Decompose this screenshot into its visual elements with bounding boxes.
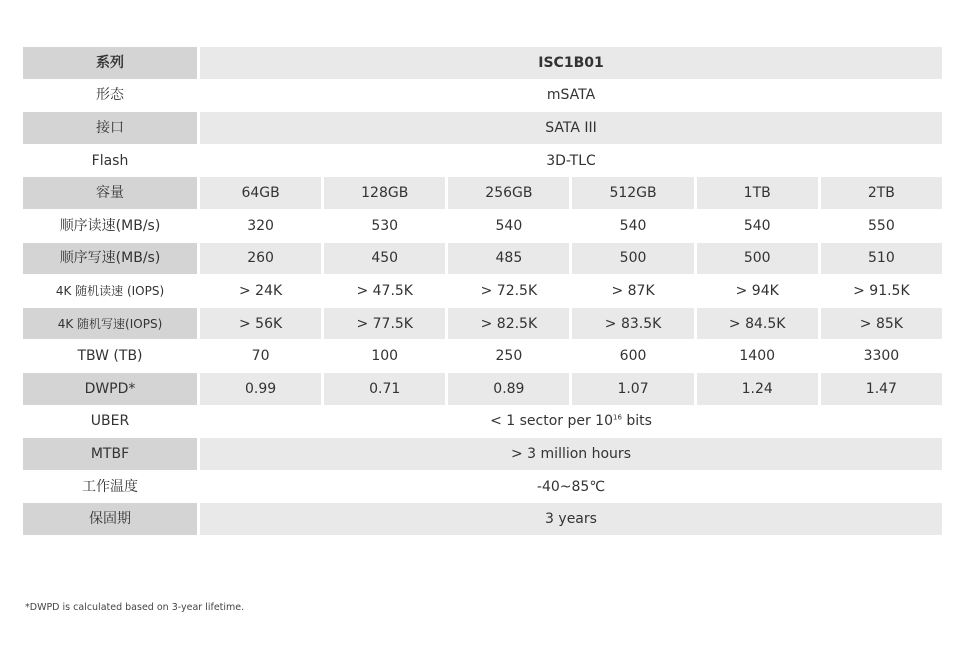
table-cell: 320 [200,210,321,242]
row-tbw [23,340,942,372]
row-form-factor [23,80,942,112]
table-cell: 540 [697,210,818,242]
row-flash [23,145,942,177]
mtbf-value: > 3 million hours [200,438,942,470]
table-cell: 500 [572,243,693,275]
table-cell: 100 [324,340,445,372]
table-cell: 260 [200,243,321,275]
table-cell: 550 [821,210,942,242]
table-cell: 530 [324,210,445,242]
table-cell: > 85K [821,308,942,340]
row-dwpd [23,373,942,405]
table-cell: > 91.5K [821,275,942,307]
row-warranty [23,503,942,535]
interface-value: SATA III [200,112,942,144]
table-cell: 128GB [324,177,445,209]
table-cell: > 56K [200,308,321,340]
table-cell: 510 [821,243,942,275]
table-cell: 1.24 [697,373,818,405]
table-cell: 1400 [697,340,818,372]
table-cell: 540 [448,210,569,242]
table-cell: 500 [697,243,818,275]
table-cell: 450 [324,243,445,275]
row-label: 工作温度 [23,471,197,503]
table-cell: 64GB [200,177,321,209]
uber-value [200,406,942,438]
uber-exponent: 16 [613,413,622,422]
table-cell: > 47.5K [324,275,445,307]
uber-suffix: bits [621,413,652,430]
table-cell: 485 [448,243,569,275]
flash-value: 3D-TLC [200,145,942,177]
table-cell: > 77.5K [324,308,445,340]
table-cell: 250 [448,340,569,372]
table-cell: > 24K [200,275,321,307]
table-cell: 1TB [697,177,818,209]
row-seq-write [23,243,942,275]
row-label: Flash [23,145,197,177]
table-cell: > 72.5K [448,275,569,307]
row-rand-write [23,308,942,340]
table-cell: 1.47 [821,373,942,405]
table-cell: 512GB [572,177,693,209]
warranty-value: 3 years [200,503,942,535]
table-cell: > 87K [572,275,693,307]
row-series [23,47,942,79]
table-cell: > 84.5K [697,308,818,340]
table-cell: 70 [200,340,321,372]
row-temp [23,471,942,503]
row-label: UBER [23,406,197,438]
table-cell: 0.89 [448,373,569,405]
row-label: 顺序读速(MB/s) [23,210,197,242]
table-cell: 0.71 [324,373,445,405]
row-label: MTBF [23,438,197,470]
table-cell: 600 [572,340,693,372]
row-capacity [23,177,942,209]
row-label: 形态 [23,80,197,112]
row-label: DWPD* [23,373,197,405]
row-label: 系列 [23,47,197,79]
table-cell: 0.99 [200,373,321,405]
row-label: 4K 随机写速(IOPS) [23,308,197,340]
table-cell: 256GB [448,177,569,209]
table-cell: > 94K [697,275,818,307]
table-cell: > 82.5K [448,308,569,340]
row-mtbf [23,438,942,470]
table-cell: 540 [572,210,693,242]
row-interface [23,112,942,144]
uber-prefix: < 1 sector per 10 [490,413,613,430]
table-cell: 1.07 [572,373,693,405]
table-cell: 2TB [821,177,942,209]
row-label: TBW (TB) [23,340,197,372]
form-factor-value: mSATA [200,80,942,112]
temp-value: -40~85℃ [200,471,942,503]
row-seq-read [23,210,942,242]
row-label: 顺序写速(MB/s) [23,243,197,275]
spec-table [20,46,945,536]
series-value: ISC1B01 [200,47,942,79]
row-label: 接口 [23,112,197,144]
row-label: 容量 [23,177,197,209]
table-cell: > 83.5K [572,308,693,340]
row-label: 保固期 [23,503,197,535]
footnote: *DWPD is calculated based on 3-year lifetime. [25,602,245,613]
table-cell: 3300 [821,340,942,372]
row-label: 4K 随机读速 (IOPS) [23,275,197,307]
row-uber [23,406,942,438]
row-rand-read [23,275,942,307]
